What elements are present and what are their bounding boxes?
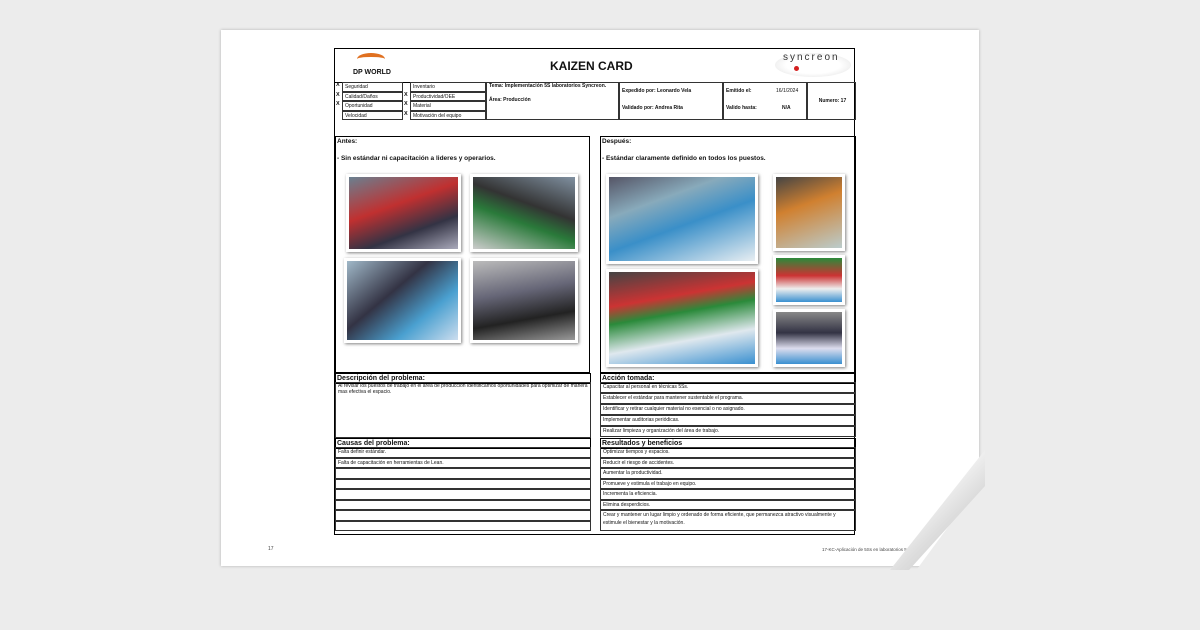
causa-row — [335, 479, 591, 490]
causa-row: Falta definir estándar. — [335, 447, 591, 458]
despues-photo-5 — [773, 309, 845, 367]
category-label: Seguridad — [342, 82, 403, 92]
resultado-row: Reducir el riesgo de accidentes. — [600, 458, 856, 469]
dates-cell — [723, 82, 807, 120]
accion-row: Capacitar al personal en técnicas 5Ss. — [600, 382, 856, 393]
resultado-row: Aumentar la productividad. — [600, 468, 856, 479]
syncreon-dot-icon — [794, 66, 799, 71]
category-label: Oportunidad — [342, 101, 403, 111]
causa-row: Falta de capacitación en herramientas de Lean. — [335, 458, 591, 469]
dp-world-logo: DP WORLD — [353, 69, 391, 76]
antes-panel — [335, 136, 590, 373]
emitido-label: Emitido el: — [726, 88, 752, 94]
causa-row — [335, 468, 591, 479]
footer-doc-name: 17-KC-Aplicación de 5Ss en laboratorios 5 — [822, 547, 907, 552]
accion-row: Identificar y retirar cualquier material no esencial o no asignado. — [600, 404, 856, 415]
resultado-row: Incrementa la eficiencia. — [600, 489, 856, 500]
resultado-row: Elimina desperdicios. — [600, 500, 856, 511]
card-title: KAIZEN CARD — [550, 59, 633, 73]
tema: Tema: Implementación 5S laboratorios Syncreon. — [489, 83, 607, 89]
antes-text: - Sin estándar ni capacitación a lideres y operarios. — [337, 155, 496, 162]
tema-cell — [486, 82, 619, 120]
antes-photo-4 — [470, 258, 578, 343]
despues-label: Después: — [602, 138, 632, 145]
antes-label: Antes: — [337, 138, 358, 145]
causa-row — [335, 489, 591, 500]
category-checkmark: X — [404, 101, 408, 107]
descripcion-text: Al revisar los puestos de trabajo en el área de producción identificamos oportunidades para optimizar de manera mas efectiva el espacio. — [335, 382, 591, 438]
accion-label: Acción tomada: — [600, 373, 856, 384]
category-checkmark: X — [404, 110, 408, 117]
causas-label: Causas del problema: — [335, 438, 591, 449]
causa-row — [335, 521, 591, 532]
antes-photo-1 — [346, 174, 461, 252]
accion-row: Realizar limpieza y organización del área de trabajo. — [600, 426, 856, 437]
resultados-label: Resultados y beneficios — [600, 438, 856, 449]
antes-photo-2 — [470, 174, 578, 252]
despues-photo-2 — [606, 269, 758, 367]
emitido-date: 16/1/2024 — [776, 88, 799, 94]
resultado-row: Crear y mantener un lugar limpio y ordenado de forma eficiente, que permanezca atractivo visualmente y estimule el bienestar y la motivación. — [600, 510, 856, 531]
category-label: Productividad/OEE — [410, 92, 486, 102]
category-label: Inventario — [410, 82, 486, 92]
page-number: 17 — [268, 546, 274, 552]
category-checkmark: X — [336, 101, 340, 107]
category-checkmark: X — [336, 82, 340, 88]
accion-row: Implementar auditorias periódicas. — [600, 415, 856, 426]
despues-photo-3 — [773, 174, 845, 251]
category-label: Material — [410, 101, 486, 111]
category-label: Motivación del equipo — [410, 111, 486, 121]
resultado-row: Optimizar tiempos y espacios. — [600, 447, 856, 458]
category-label: Calidad/Daños — [342, 92, 403, 102]
people-cell — [619, 82, 723, 120]
antes-photo-3 — [344, 258, 461, 343]
syncreon-logo: syncreon — [783, 52, 840, 63]
valido-value: N/A — [782, 105, 791, 111]
despues-photo-4 — [773, 255, 845, 305]
despues-text: - Estándar claramente definido en todos los puestos. — [602, 155, 766, 162]
expedido-por: Expedido por: Leonardo Vela — [622, 88, 692, 94]
despues-photo-1 — [606, 174, 758, 264]
causa-row — [335, 500, 591, 511]
descripcion-label: Descripción del problema: — [335, 373, 591, 384]
validado-por: Validado por: Andrea Rita — [622, 105, 683, 111]
category-checkmark: X — [404, 91, 408, 98]
card-header — [335, 49, 856, 83]
accion-row: Establecer el estándar para mantener sustentable el programa. — [600, 393, 856, 404]
dp-world-logo-icon — [357, 53, 385, 65]
kaizen-card — [334, 48, 855, 535]
area: Área: Producción — [489, 97, 531, 103]
category-label: Velocidad — [342, 111, 403, 121]
causa-row — [335, 510, 591, 521]
resultado-row: Promueve y estimula el trabajo en equipo. — [600, 479, 856, 490]
valido-label: Valido hasta: — [726, 105, 757, 111]
despues-panel — [600, 136, 856, 373]
category-checkmark: X — [336, 91, 340, 98]
numero: Numero: 17 — [807, 82, 856, 120]
